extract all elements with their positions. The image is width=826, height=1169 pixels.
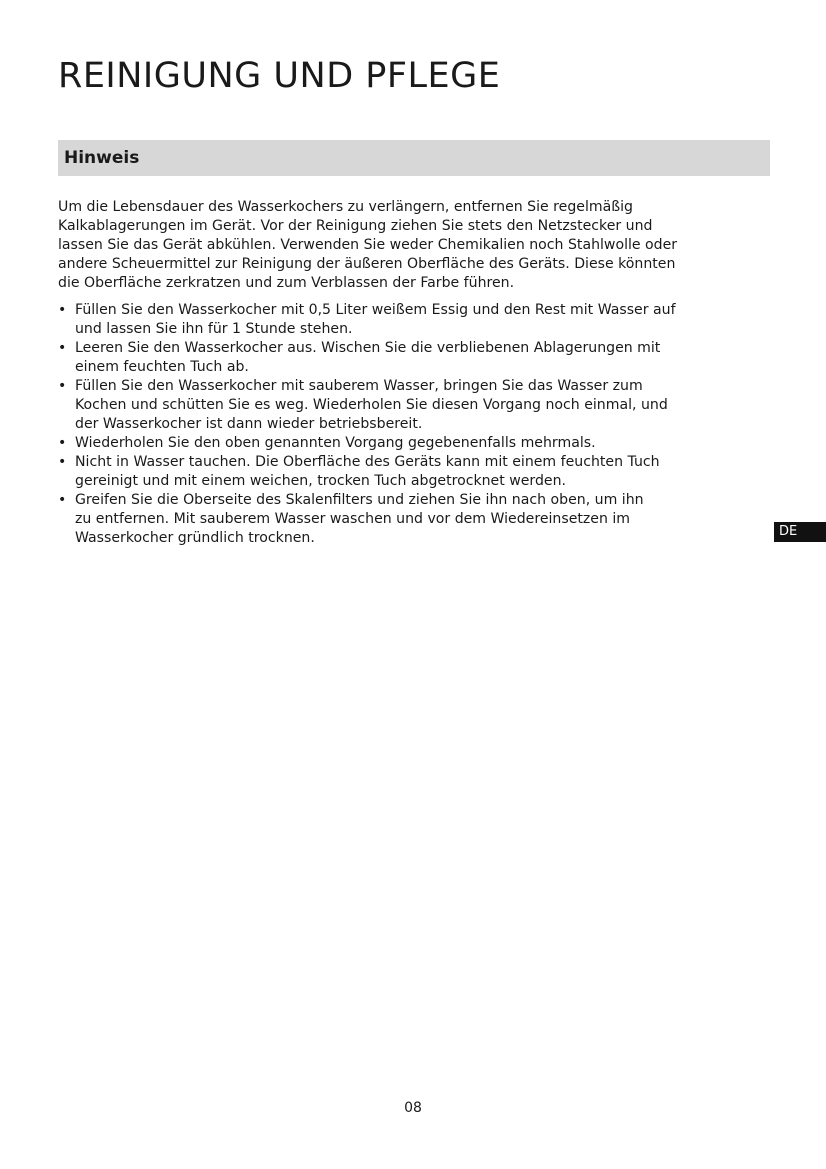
instruction-list: [58, 301, 770, 548]
list-item: [58, 339, 770, 377]
page-number: 08: [404, 1100, 422, 1116]
intro-paragraph: Um die Lebensdauer des Wasserkochers zu verlängern, entfernen Sie regelmäßig Kalkablagerungen im Gerät. Vor der Reinigung ziehen Sie stets den Netzstecker und lassen Sie das Gerät abkühlen. Verwenden Sie weder Chemikalien noch Stahlwolle oder andere Scheuermittel zur Reinigung der äußeren Oberfläche des Geräts. Diese könnten die Oberfläche zerkratzen und zum Verblassen der Farbe führen.: [58, 199, 678, 291]
bullet-icon: •: [58, 435, 67, 451]
list-item-text: Füllen Sie den Wasserkocher mit sauberem Wasser, bringen Sie das Wasser zum Kochen und schütten Sie es weg. Wiederholen Sie diesen Vorgang noch einmal, und der Wasserkocher ist dann wieder betriebsbereit.: [75, 378, 668, 432]
page-title: REINIGUNG UND PFLEGE: [58, 56, 501, 96]
bullet-icon: •: [58, 378, 67, 394]
bullet-icon: •: [58, 340, 67, 356]
list-item-text: Leeren Sie den Wasserkocher aus. Wischen Sie die verbliebenen Ablagerungen mit einem feuchten Tuch ab.: [75, 340, 661, 375]
list-item: [58, 434, 770, 453]
note-header-bar: [58, 140, 770, 176]
list-item: [58, 491, 770, 548]
bullet-icon: •: [58, 454, 67, 470]
list-item: [58, 377, 770, 434]
language-tab: DE: [774, 522, 826, 542]
list-item-text: Nicht in Wasser tauchen. Die Oberfläche des Geräts kann mit einem feuchten Tuch gereinigt und mit einem weichen, trocken Tuch abgetrocknet werden.: [75, 454, 660, 489]
list-item-text: Greifen Sie die Oberseite des Skalenfilters und ziehen Sie ihn nach oben, um ihn zu entfernen. Mit sauberem Wasser waschen und vor dem Wiedereinsetzen im Wasserkocher gründlich trocknen.: [75, 492, 644, 546]
content-body: [58, 198, 770, 548]
bullet-icon: •: [58, 492, 67, 508]
list-item-text: Wiederholen Sie den oben genannten Vorgang gegebenenfalls mehrmals.: [75, 435, 596, 451]
list-item: [58, 301, 770, 339]
bullet-icon: •: [58, 302, 67, 318]
note-label: Hinweis: [64, 148, 140, 168]
list-item: [58, 453, 770, 491]
list-item-text: Füllen Sie den Wasserkocher mit 0,5 Liter weißem Essig und den Rest mit Wasser auf und lassen Sie ihn für 1 Stunde stehen.: [75, 302, 676, 337]
